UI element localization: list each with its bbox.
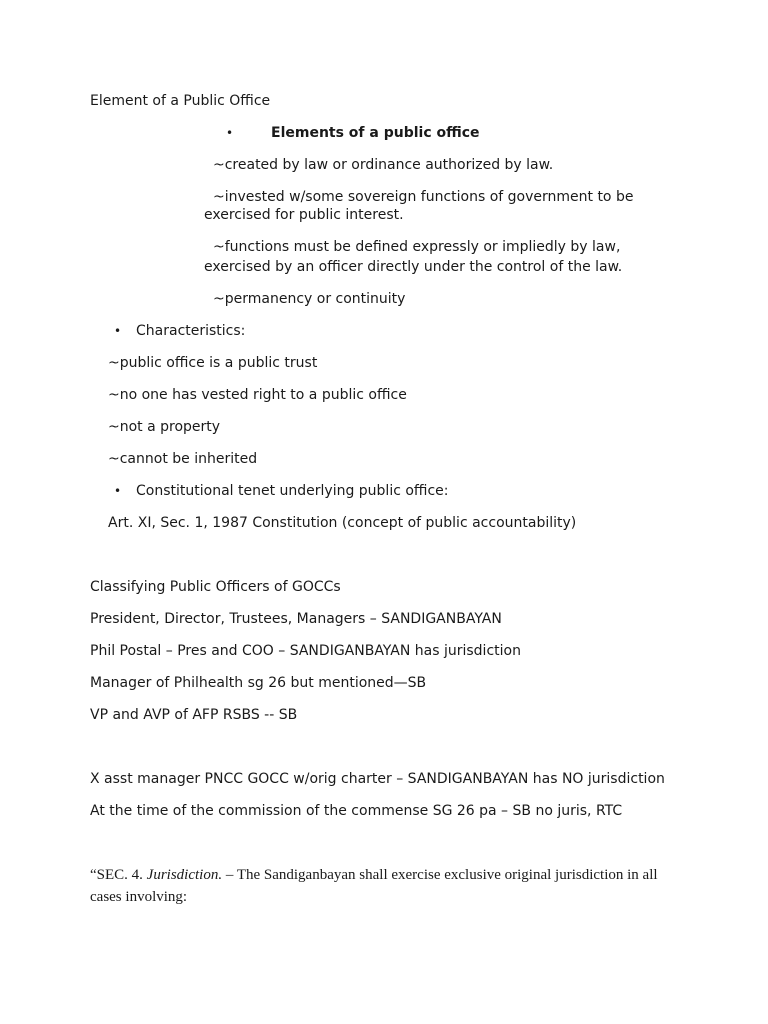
- bullet: •: [114, 324, 122, 338]
- tenet-title: Constitutional tenet underlying public office:: [136, 483, 449, 499]
- classifying-title: Classifying Public Officers of GOCCs: [90, 579, 341, 595]
- elements-item: ~invested w/some sovereign functions of government to be: [213, 189, 634, 205]
- characteristics-title: Characteristics:: [136, 323, 246, 339]
- classifying-item: Manager of Philhealth sg 26 but mentioned—SB: [90, 675, 427, 691]
- bullet: •: [114, 484, 122, 498]
- characteristics-item: ~no one has vested right to a public office: [108, 387, 407, 403]
- classifying-item: VP and AVP of AFP RSBS -- SB: [90, 707, 298, 723]
- section-open: “SEC. 4.: [90, 867, 143, 883]
- elements-item: ~created by law or ordinance authorized by law.: [213, 157, 554, 173]
- note-line: X asst manager PNCC GOCC w/orig charter – SANDIGANBAYAN has NO jurisdiction: [90, 771, 665, 787]
- section-italic: Jurisdiction.: [146, 867, 223, 883]
- tenet-text: Art. XI, Sec. 1, 1987 Constitution (concept of public accountability): [108, 515, 577, 531]
- classifying-item: President, Director, Trustees, Managers – SANDIGANBAYAN: [90, 611, 502, 627]
- characteristics-item: ~public office is a public trust: [108, 355, 318, 371]
- classifying-item: Phil Postal – Pres and COO – SANDIGANBAYAN has jurisdiction: [90, 643, 521, 659]
- elements-item: ~permanency or continuity: [213, 291, 406, 307]
- bullet: •: [226, 126, 234, 140]
- elements-title: Elements of a public office: [271, 125, 480, 141]
- characteristics-item: ~cannot be inherited: [108, 451, 258, 467]
- note-line: At the time of the commission of the commense SG 26 pa – SB no juris, RTC: [90, 803, 623, 819]
- section-line: [90, 866, 658, 884]
- characteristics-item: ~not a property: [108, 419, 221, 435]
- elements-item-continuation: exercised for public interest.: [204, 207, 404, 223]
- elements-item-continuation: exercised by an officer directly under the control of the law.: [204, 259, 623, 275]
- section-rest: – The Sandiganbayan shall exercise exclusive original jurisdiction in all: [225, 867, 658, 883]
- document-heading: Element of a Public Office: [90, 93, 271, 109]
- elements-item: ~functions must be defined expressly or impliedly by law,: [213, 239, 621, 255]
- section-line-2: cases involving:: [90, 889, 188, 905]
